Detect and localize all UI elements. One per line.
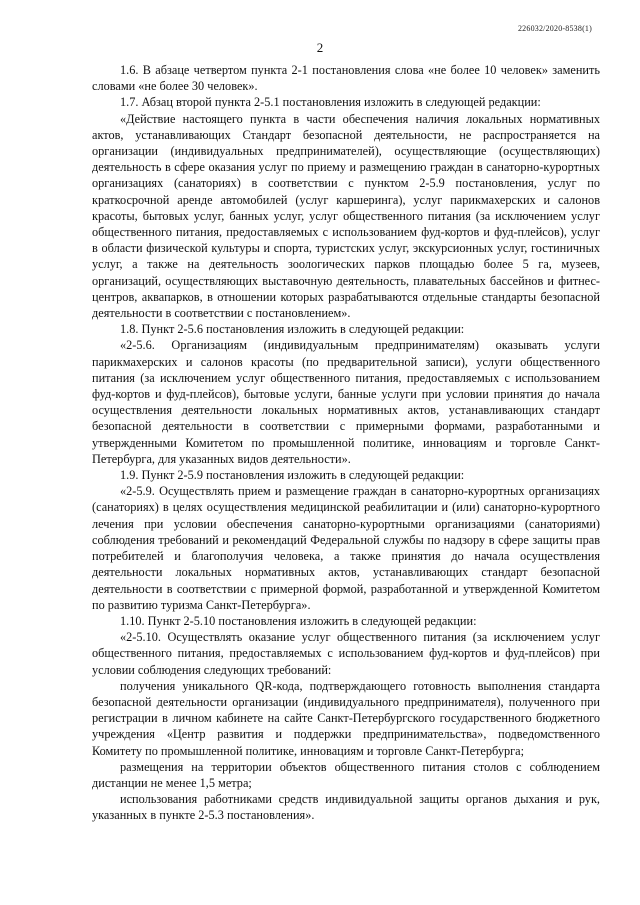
paragraph-2-5-6-quote: «2-5.6. Организациям (индивидуальным предпринимателям) оказывать услуги парикмахерских и салонов красоты (по предварительной записи), услуги общественного питания (за исключением услуг общественного питания, предоставляемых с использованием фуд-кортов и фуд-плейсов), бытовые услуги, банные услуги при условии принятия до начала осуществления деятельности локальных нормативных актов, устанавливающих стандарт безопасной деятельности в соответствии с примерными формами, разработанными и утвержденными Комитетом по промышленной политике, инновациям и торговле Санкт-Петербурга, для указанных видов деятельности».	[92, 338, 600, 466]
requirement-protective-equipment: использования работниками средств индивидуальной защиты органов дыхания и рук, указанных в пункте 2-5.3 постановления».	[92, 792, 600, 823]
paragraph-1-10: 1.10. Пункт 2-5.10 постановления изложить в следующей редакции:	[120, 613, 477, 628]
paragraph-1-6: 1.6. В абзаце четвертом пункта 2-1 постановления слова «не более 10 человек» заменить словами «не более 30 человек».	[92, 63, 600, 94]
paragraph-2-5-9-quote: «2-5.9. Осуществлять прием и размещение граждан в санаторно-курортных организациях (санаториях) в целях осуществления медицинской реабилитации и (или) санаторно-курортного лечения при условии обеспечения санаторно-курортными организациями (санаториями) соблюдения требований и рекомендаций Федеральной службы по надзору в сфере защиты прав потребителей и благополучия человека, а также принятия до начала осуществления деятельности локальных нормативных актов, устанавливающих стандарт безопасной деятельности в соответствии с примерной формой, разработанной и утвержденной Комитетом по развитию туризма Санкт-Петербурга».	[92, 484, 600, 612]
document-registration-number: 226032/2020-8538(1)	[517, 24, 592, 33]
requirement-qr-code: получения уникального QR-кода, подтверждающего готовность выполнения стандарта безопасной деятельности организации (индивидуального предпринимателя), полученного при регистрации в личном кабинете на сайте Санкт-Петербургского государственного бюджетного учреждения «Центр развития и поддержки предпринимательства», подведомственного Комитету по промышленной политике, инновациям и торговле Санкт-Петербурга;	[92, 678, 600, 758]
paragraph-1-9: 1.9. Пункт 2-5.9 постановления изложить в следующей редакции:	[120, 468, 465, 483]
document-body	[92, 62, 600, 824]
paragraph-2-5-10-quote: «2-5.10. Осуществлять оказание услуг общественного питания (за исключением услуг общественного питания, предоставляемых с использованием фуд-кортов и фуд-плейсов) при условии соблюдения следующих требований:	[92, 630, 600, 677]
paragraph-1-7: 1.7. Абзац второй пункта 2-5.1 постановления изложить в следующей редакции:	[120, 95, 541, 110]
page-number: 2	[316, 40, 324, 55]
paragraph-1-8: 1.8. Пункт 2-5.6 постановления изложить в следующей редакции:	[120, 322, 465, 337]
requirement-table-distance: размещения на территории объектов общественного питания столов с соблюдением дистанции не менее 1,5 метра;	[92, 759, 600, 790]
paragraph-2-5-1-quote: «Действие настоящего пункта в части обеспечения наличия локальных нормативных актов, устанавливающих Стандарт безопасной деятельности, не распространяется на организации (индивидуальных предпринимателей), осуществляющие (осуществляющих) деятельность в сфере оказания услуг по приему и размещению граждан в санаторно-курортных организациях (санаториях) в соответствии с пунктом 2-5.9 постановления, услуг по краткосрочной аренде автомобилей (услуг каршеринга), услуг парикмахерских и салонов красоты, бытовых услуг, банных услуг, услуг общественного питания (за исключением услуг общественного питания, предоставляемых с использованием фуд-кортов и фуд-плейсов), услуг в области физической культуры и спорта, туристских услуг, экскурсионных услуг, гостиничных услуг, а также на деятельность зоологических парков площадью более 5 га, музеев, организаций, осуществляющих выставочную деятельность, плавательных бассейнов и фитнес-центров, аквапарков, в отношении которых разрабатываются отдельные стандарты безопасной деятельности в соответствии с постановлением».	[92, 111, 600, 321]
